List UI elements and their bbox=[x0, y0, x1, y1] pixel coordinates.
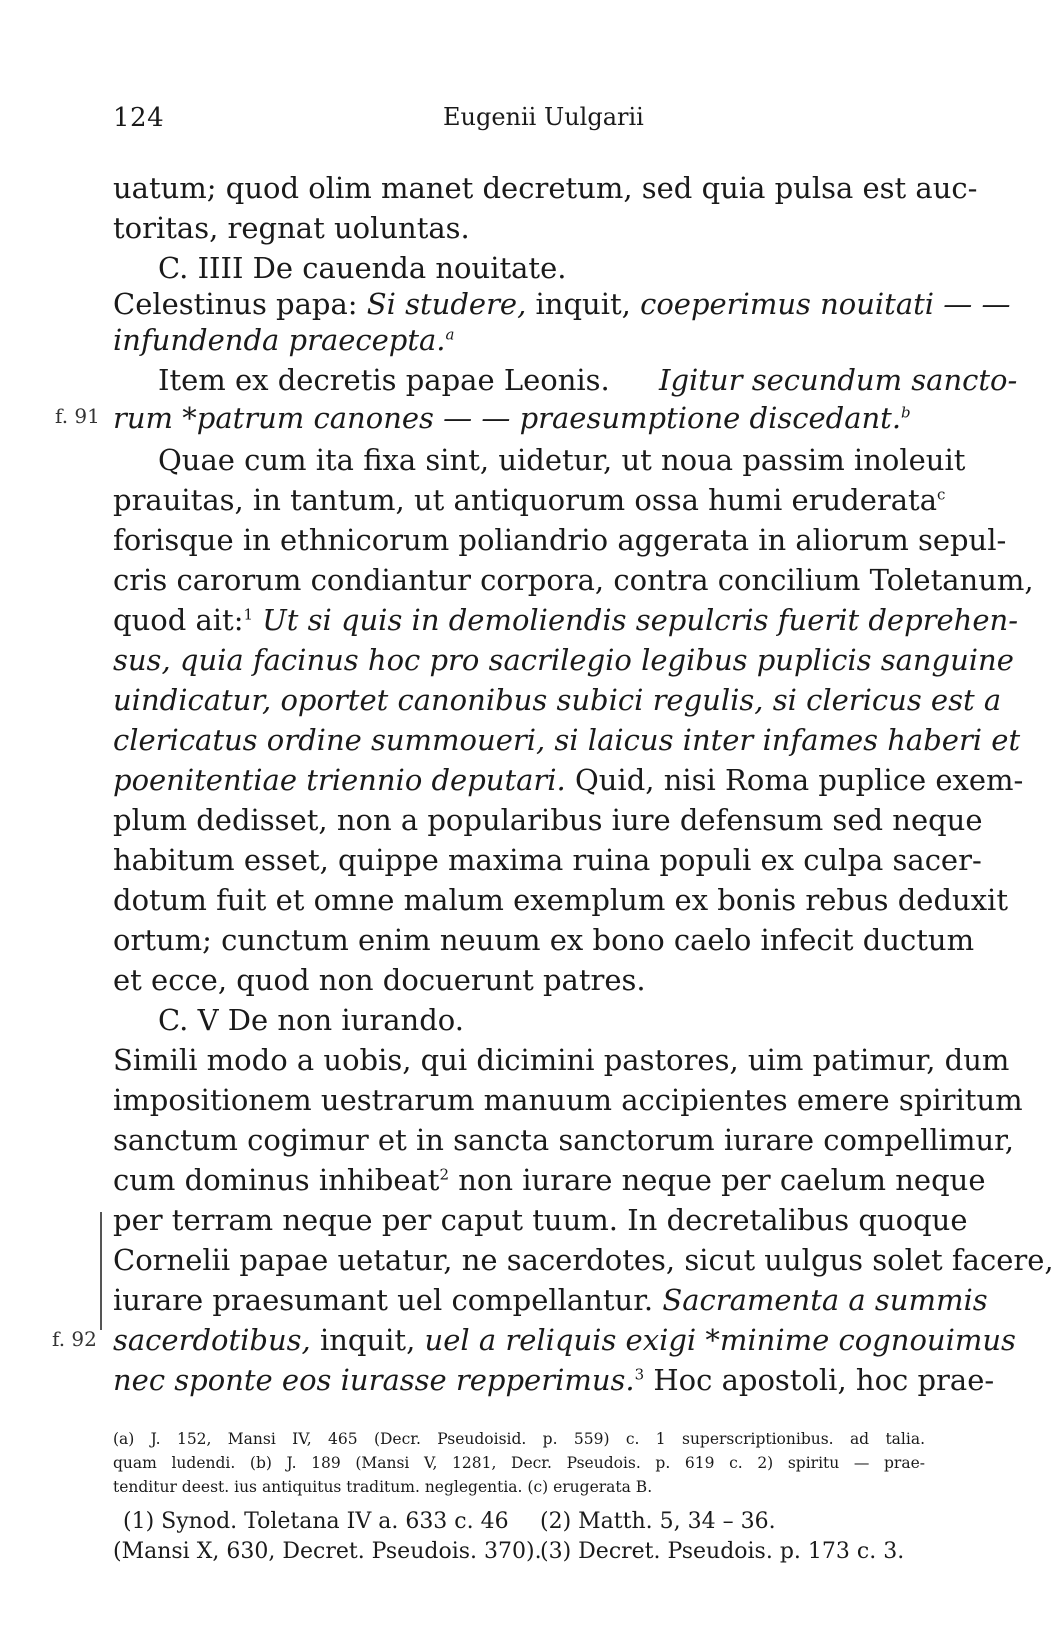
text-line bbox=[113, 1320, 1016, 1360]
critical-note-line: tenditur deest. ius antiquitus traditum. neglegentia. (c) erugerata B. bbox=[113, 1478, 653, 1496]
text-span: inquit, bbox=[535, 287, 631, 321]
text-line: per terram neque per caput tuum. In decretalibus quoque bbox=[113, 1203, 968, 1237]
quote-span: Igitur secundum sancto- bbox=[658, 363, 1018, 397]
text-line bbox=[113, 600, 1018, 640]
quote-span: coeperimus nouitati — — bbox=[640, 287, 1011, 321]
quote-span: rum *patrum canones — — praesumptione discedant. bbox=[113, 401, 902, 435]
text-line: uindicatur, oportet canonibus subici regulis, si clericus est a bbox=[113, 683, 1002, 717]
text-line bbox=[113, 480, 946, 520]
text-line bbox=[113, 1160, 986, 1200]
note-marker: 3 bbox=[634, 1365, 645, 1384]
text-line: Quae cum ita fixa sint, uidetur, ut noua passim inoleuit bbox=[158, 443, 966, 477]
quote-span: Sacramenta a summis bbox=[662, 1283, 988, 1317]
section-heading: C. V De non iurando. bbox=[158, 1003, 464, 1037]
text-line bbox=[113, 1280, 988, 1320]
text-span: Hoc apostoli, hoc prae- bbox=[653, 1363, 995, 1397]
text-line: et ecce, quod non docuerunt patres. bbox=[113, 963, 646, 997]
quote-span: Ut si quis in demoliendis sepulcris fuerit deprehen- bbox=[262, 603, 1018, 637]
text-line: toritas, regnat uoluntas. bbox=[113, 211, 470, 245]
margin-folio-reference: f. 91 bbox=[55, 404, 100, 428]
text-line bbox=[113, 760, 1024, 800]
note-marker: a bbox=[445, 325, 455, 344]
note-marker: c bbox=[937, 485, 946, 504]
text-span: Quid, nisi Roma puplice exem- bbox=[574, 763, 1024, 797]
text-span: Celestinus papa: bbox=[113, 287, 358, 321]
text-line: sanctum cogimur et in sancta sanctorum iurare compellimur, bbox=[113, 1123, 1015, 1157]
text-line: Simili modo a uobis, qui dicimini pastores, uim patimur, dum bbox=[113, 1043, 1010, 1077]
quote-span: nec sponte eos iurasse repperimus. bbox=[113, 1363, 635, 1397]
section-heading: C. IIII De cauenda nouitate. bbox=[158, 251, 567, 285]
text-span: Item ex decretis papae Leonis. bbox=[158, 363, 610, 397]
text-line: impositionem uestrarum manuum accipientes emere spiritum bbox=[113, 1083, 1023, 1117]
footnote: (3) Decret. Pseudois. p. 173 c. 3. bbox=[540, 1539, 905, 1564]
quote-span: poenitentiae triennio deputari. bbox=[113, 763, 566, 797]
page-header bbox=[113, 103, 927, 139]
running-title: Eugenii Uulgarii bbox=[443, 103, 644, 131]
text-span: quod ait: bbox=[113, 603, 244, 637]
text-line: uatum; quod olim manet decretum, sed quia pulsa est auc- bbox=[113, 171, 978, 205]
quote-span: Si studere, bbox=[366, 287, 527, 321]
text-span: iurare praesumant uel compellantur. bbox=[113, 1283, 654, 1317]
text-span: non iurare neque per caelum neque bbox=[458, 1163, 986, 1197]
text-line: sus, quia facinus hoc pro sacrilegio legibus puplicis sanguine bbox=[113, 643, 1014, 677]
text-line bbox=[113, 284, 1011, 324]
margin-bar bbox=[100, 1212, 102, 1330]
note-marker: 2 bbox=[439, 1165, 450, 1184]
note-marker: 1 bbox=[243, 605, 254, 624]
text-line: habitum esset, quippe maxima ruina populi ex culpa sacer- bbox=[113, 843, 982, 877]
text-span: prauitas, in tantum, ut antiquorum ossa humi eruderata bbox=[113, 483, 937, 517]
text-line: ortum; cunctum enim neuum ex bono caelo infecit ductum bbox=[113, 923, 975, 957]
text-line: Cornelii papae uetatur, ne sacerdotes, sicut uulgus solet facere, bbox=[113, 1243, 1054, 1277]
text-line bbox=[113, 398, 925, 438]
text-line: forisque in ethnicorum poliandrio aggerata in aliorum sepul- bbox=[113, 523, 1007, 557]
text-span: inquit, bbox=[319, 1323, 416, 1357]
footnote: (Mansi X, 630, Decret. Pseudois. 370). bbox=[113, 1539, 542, 1564]
margin-folio-reference: f. 92 bbox=[52, 1327, 97, 1351]
text-span: cum dominus inhibeat bbox=[113, 1163, 440, 1197]
critical-note-line: (a) J. 152, Mansi IV, 465 (Decr. Pseudoisid. p. 559) c. 1 superscriptionibus. ad talia. bbox=[113, 1430, 925, 1448]
text-line: dotum fuit et omne malum exemplum ex bonis rebus deduxit bbox=[113, 883, 1008, 917]
footnote: (1) Synod. Toletana IV a. 633 c. 46 bbox=[123, 1509, 509, 1534]
text-line bbox=[113, 320, 925, 360]
text-line: cris carorum condiantur corpora, contra concilium Toletanum, bbox=[113, 563, 1034, 597]
note-marker: b bbox=[901, 403, 911, 422]
quote-span: sacerdotibus, bbox=[113, 1323, 311, 1357]
page-number: 124 bbox=[113, 103, 165, 133]
text-line: clericatus ordine summoueri, si laicus inter infames haberi et bbox=[113, 723, 1021, 757]
text-line bbox=[113, 1360, 995, 1400]
text-line bbox=[113, 360, 1018, 400]
critical-note-line: quam ludendi. (b) J. 189 (Mansi V, 1281, Decr. Pseudois. p. 619 c. 2) spiritu — prae- bbox=[113, 1454, 925, 1472]
quote-span: infundenda praecepta. bbox=[113, 323, 446, 357]
footnote: (2) Matth. 5, 34 – 36. bbox=[540, 1509, 776, 1534]
quote-span: uel a reliquis exigi *minime cognouimus bbox=[424, 1323, 1016, 1357]
text-line: plum dedisset, non a popularibus iure defensum sed neque bbox=[113, 803, 983, 837]
